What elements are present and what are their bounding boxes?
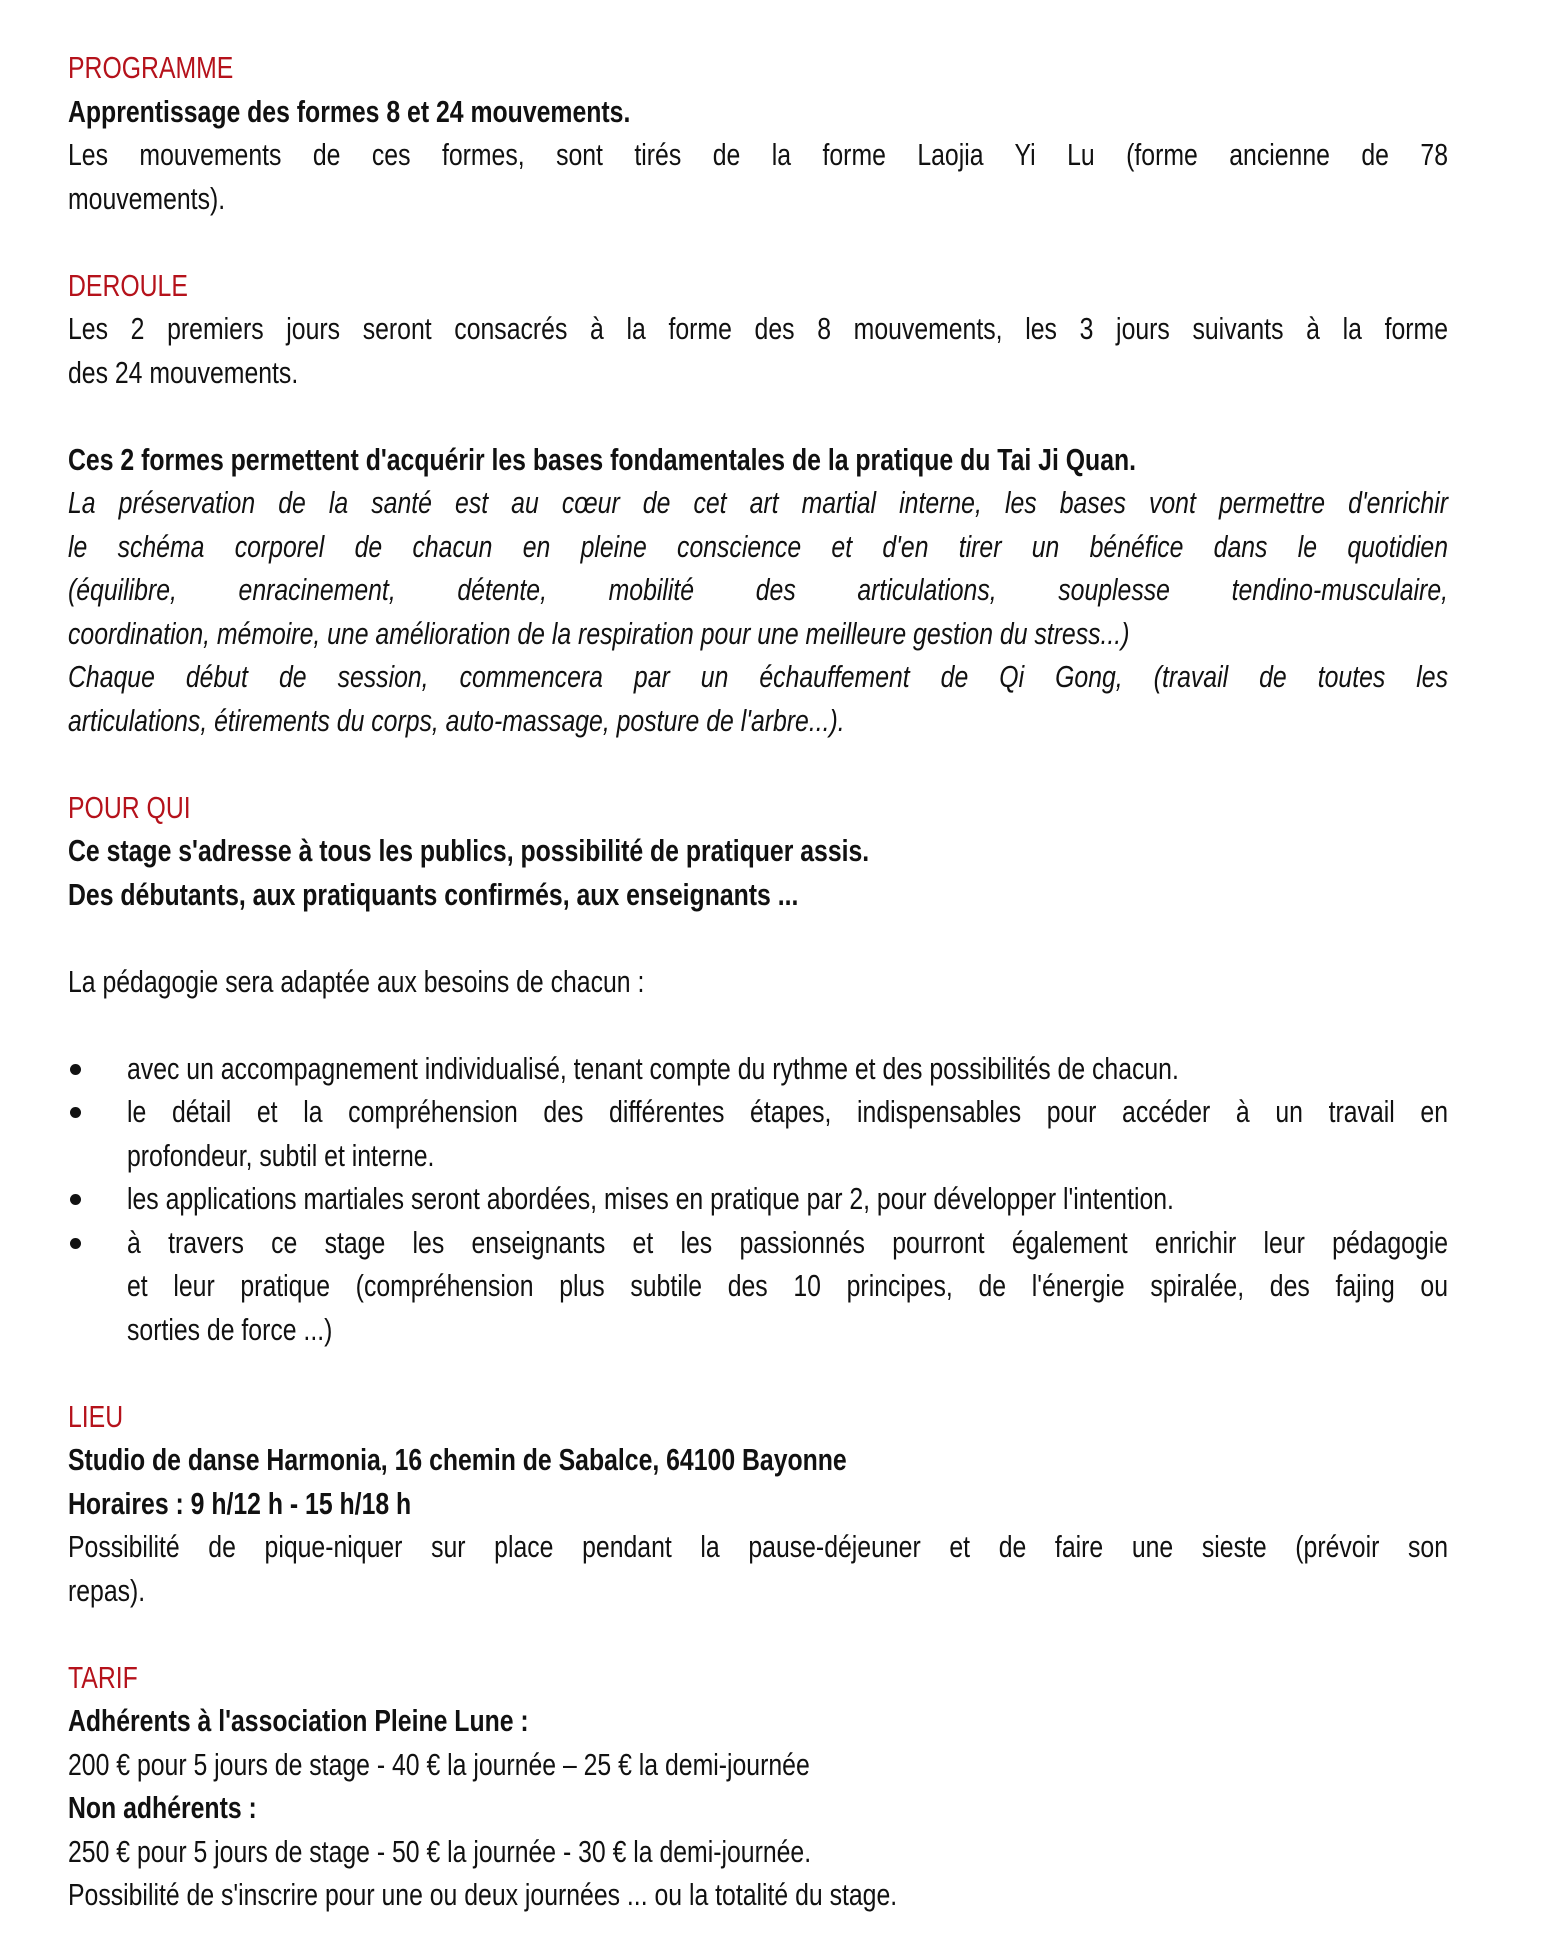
italic-line: Chaque début de session, commencera par un échauffement de Qi Gong, (travail de toutes les	[68, 659, 1448, 694]
registration-note: Possibilité de s'inscrire pour une ou deux journées ... ou la totalité du stage.	[68, 1877, 898, 1912]
address: Studio de danse Harmonia, 16 chemin de Sabalce, 64100 Bayonne	[68, 1442, 847, 1477]
bullet-icon	[70, 1107, 81, 1118]
section-deroule	[68, 264, 1448, 743]
bold-line: Des débutants, aux pratiquants confirmés, aux enseignants ...	[68, 876, 799, 912]
paragraph-line: repas).	[68, 1572, 146, 1608]
section-subtitle: Apprentissage des formes 8 et 24 mouvements.	[68, 93, 631, 129]
list-item: le détail et la compréhension des différentes étapes, indispensables pour accéder à un travail en	[68, 1090, 1448, 1134]
hours: Horaires : 9 h/12 h - 15 h/18 h	[68, 1485, 412, 1521]
members-prices: 200 € pour 5 jours de stage - 40 € la journée – 25 € la demi-journée	[68, 1746, 810, 1782]
section-tarif	[68, 1656, 1448, 1917]
italic-line: coordination, mémoire, une amélioration de la respiration pour une meilleure gestion du stress...)	[68, 615, 1130, 651]
bold-statement: Ces 2 formes permettent d'acquérir les bases fondamentales de la pratique du Tai Ji Quan.	[68, 441, 1137, 477]
paragraph-line: des 24 mouvements.	[68, 354, 299, 390]
section-lieu	[68, 1395, 1448, 1613]
paragraph-line: Les 2 premiers jours seront consacrés à la forme des 8 mouvements, les 3 jours suivants à la forme	[68, 311, 1448, 346]
bold-line: Ce stage s'adresse à tous les publics, possibilité de pratiquer assis.	[68, 833, 870, 868]
paragraph-line: mouvements).	[68, 180, 226, 216]
list-item: les applications martiales seront abordées, mises en pratique par 2, pour développer l'intention.	[68, 1177, 1448, 1221]
italic-line: articulations, étirements du corps, auto-massage, posture de l'arbre...).	[68, 702, 845, 738]
section-pour-qui	[68, 786, 1448, 1352]
section-heading: PROGRAMME	[68, 50, 234, 85]
bullet-icon	[70, 1194, 81, 1205]
list-item: avec un accompagnement individualisé, tenant compte du rythme et des possibilités de chacun.	[68, 1047, 1448, 1091]
italic-line: (équilibre, enracinement, détente, mobilité des articulations, souplesse tendino-musculaire,	[68, 572, 1448, 607]
bullet-icon	[70, 1064, 81, 1075]
bullet-icon	[70, 1238, 81, 1249]
members-label: Adhérents à l'association Pleine Lune :	[68, 1703, 529, 1738]
italic-line: le schéma corporel de chacun en pleine conscience et d'en tirer un bénéfice dans le quotidien	[68, 528, 1448, 564]
bullet-list: avec un accompagnement individualisé, tenant compte du rythme et des possibilités de chacun. le détail et la compréhension des différentes étapes, indispensables pour accéder à un travail en profondeur, subtil et interne. les applications martiales seront abordées, mises en pratique par 2, pour développer l'intention. à travers ce stage les enseignants et les passionnés pourront également enrichir leur pédagogie et leur pratique (compréhension plus subtile des 10 principes, de l'énergie spiralée, des fajing ou sorties de force ...)	[68, 1047, 1448, 1352]
document-page	[68, 46, 1448, 1917]
section-heading: DEROULE	[68, 267, 188, 303]
italic-line: La préservation de la santé est au cœur de cet art martial interne, les bases vont permettre d'enrichir	[68, 485, 1448, 520]
section-heading: LIEU	[68, 1398, 124, 1434]
non-members-label: Non adhérents :	[68, 1790, 257, 1825]
paragraph-line: Possibilité de pique-niquer sur place pendant la pause-déjeuner et de faire une sieste (prévoir son	[68, 1529, 1448, 1564]
list-item: à travers ce stage les enseignants et les passionnés pourront également enrichir leur pédagogie	[68, 1221, 1448, 1265]
section-programme	[68, 46, 1448, 220]
section-heading: POUR QUI	[68, 789, 191, 825]
section-heading: TARIF	[68, 1659, 138, 1695]
paragraph-line: Les mouvements de ces formes, sont tirés de la forme Laojia Yi Lu (forme ancienne de 78	[68, 137, 1448, 172]
intro-line: La pédagogie sera adaptée aux besoins de chacun :	[68, 963, 645, 999]
non-members-prices: 250 € pour 5 jours de stage - 50 € la journée - 30 € la demi-journée.	[68, 1833, 812, 1869]
